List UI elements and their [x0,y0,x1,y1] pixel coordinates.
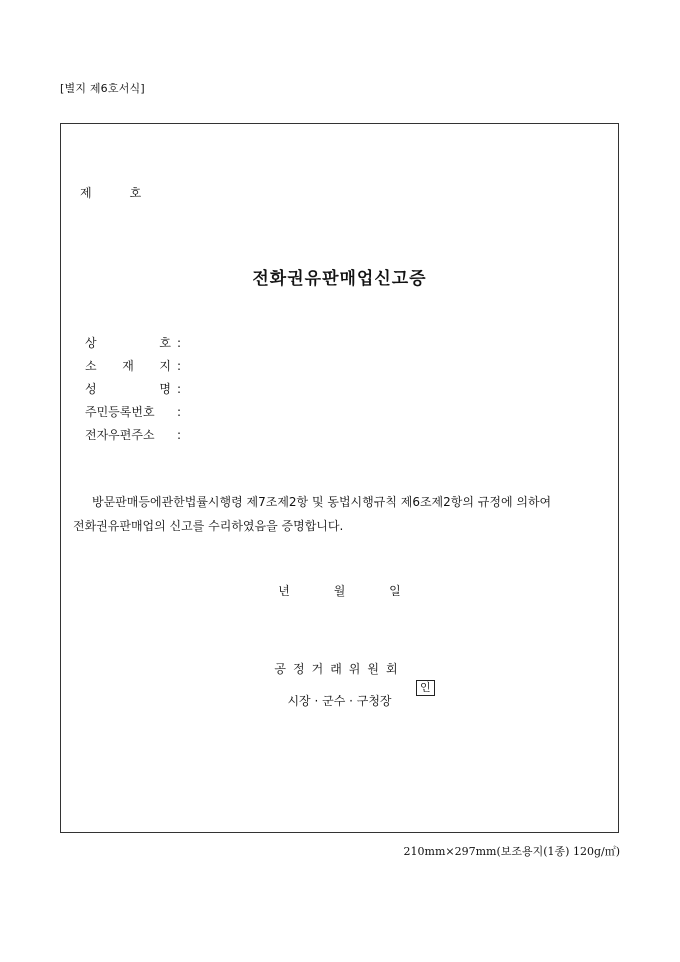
statement-line-2: 전화권유판매업의 신고를 수리하였음을 증명합니다. [73,519,344,533]
field-row-trade-name [85,332,181,355]
date-month: 월 [333,584,346,598]
field-row-name [85,378,181,401]
certificate-title: 전화권유판매업신고증 [252,269,427,289]
certificate-number [80,184,141,201]
seal-stamp: 인 [416,680,435,696]
paper-spec: 210mm×297mm(보조용지(1종) 120g/㎡) [403,845,620,858]
field-label: 전자우편주소 [85,428,155,442]
field-label: 성 명 [85,382,171,396]
field-label: 소 재 지 [85,359,171,373]
date-day: 일 [389,584,401,598]
form-code: [별지 제6호서식] [60,82,145,95]
field-row-email [85,424,181,447]
certificate-frame [60,123,619,833]
field-row-address [85,355,181,378]
field-colon: : [177,359,182,373]
field-row-resident-number [85,401,181,424]
field-list [85,332,181,447]
number-suffix: 호 [129,186,142,200]
field-label: 상 호 [85,336,171,350]
certification-statement [73,490,608,538]
statement-line-1: 방문판매등에관한법률시행령 제7조제2항 및 동법시행규칙 제6조제2항의 규정에 의하여 [92,495,552,509]
issue-date [61,582,618,599]
field-label: 주민등록번호 [85,405,155,419]
date-year: 년 [278,584,290,598]
field-colon: : [177,405,182,419]
issuer-mayor: 시장 · 군수 · 구청장 [287,694,392,708]
issuer-committee: 공정거래위원회 [274,662,405,676]
field-colon: : [177,336,182,350]
field-colon: : [177,428,182,442]
field-colon: : [177,382,182,396]
number-prefix: 제 [80,186,92,200]
